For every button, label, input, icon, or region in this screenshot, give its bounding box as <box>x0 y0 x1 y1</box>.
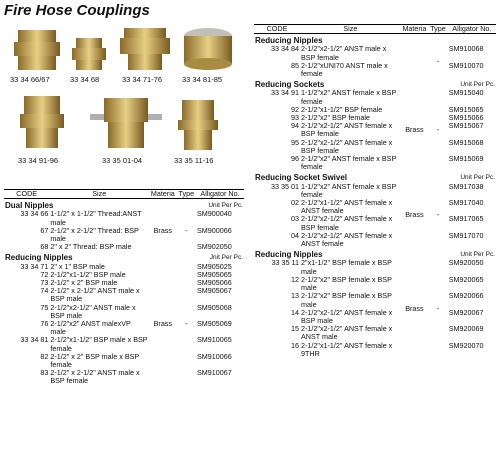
code-cell: 76 <box>40 319 49 329</box>
coupling-photo-5 <box>18 94 66 152</box>
header-type: Type <box>178 189 195 198</box>
code-cell: 03 <box>291 214 300 224</box>
section-title: Reducing Socket Swivel <box>255 173 348 183</box>
table-row <box>254 215 496 231</box>
code-cell: 16 <box>291 340 300 350</box>
size-cell: 2-1/2"x2" BSP female x BSP male <box>301 274 392 293</box>
size-cell: 2-1/2"x1-1/2" ANST female x ANST female <box>301 198 393 216</box>
photo-caption-4: 33 34 81-85 <box>182 75 223 84</box>
material-cell: Brass <box>405 125 424 135</box>
photo-caption-1: 33 34 66/67 <box>10 75 50 84</box>
unit-label: Unit Per Pc. <box>208 202 243 210</box>
size-cell: 2-1/2"x2" ANST malexVP male <box>50 319 131 337</box>
code-cell: 67 <box>40 225 49 235</box>
material-cell: Brass <box>405 303 424 313</box>
table-row <box>254 276 496 292</box>
size-cell: 2-1/2"x2-1/2" ANST male x BSP male <box>50 302 136 320</box>
code-cell: 68 <box>40 242 49 252</box>
alligator-cell: SM920050 <box>448 258 484 268</box>
table-row <box>4 287 244 303</box>
unit-label: Unit Per Pc. <box>460 174 495 182</box>
table-row <box>254 122 496 138</box>
size-cell: 2-1/2"x1-1/2" BSP female <box>301 104 383 114</box>
size-cell: 2-1/2" x 2" BSP male x BSP female <box>50 351 140 370</box>
alligator-cell: SM917070 <box>448 230 484 240</box>
code-cell: 13 <box>291 291 300 301</box>
header-material: Materia <box>150 189 175 198</box>
size-cell: 2-1/2"x2-1/2" ANST female x BSP female <box>301 121 393 139</box>
photo-caption-3: 33 34 71-76 <box>122 75 163 84</box>
size-cell: 2-1/2" x 2" BSP male <box>50 278 118 288</box>
coupling-photo-2 <box>70 36 108 72</box>
table-header <box>4 190 244 199</box>
section-header <box>254 171 496 182</box>
table-row <box>4 210 244 226</box>
code-cell: 75 <box>40 302 49 312</box>
header-size: Size <box>300 25 401 34</box>
header-alligator: Alligator No. <box>448 25 496 34</box>
size-cell: 2-1/2"x1-1/2" BSP male x BSP female <box>50 335 148 353</box>
alligator-cell: SM917038 <box>448 181 484 191</box>
type-cell: - <box>185 319 188 329</box>
code-cell: 85 <box>291 60 300 70</box>
coupling-photo-7 <box>174 98 222 152</box>
section-title: Reducing Nipples <box>5 253 73 263</box>
section-title: Dual Nipples <box>5 201 54 211</box>
section-header <box>4 251 244 262</box>
code-cell: 94 <box>291 121 300 131</box>
coupling-photo-3 <box>116 26 174 74</box>
alligator-cell: SM915040 <box>448 88 484 98</box>
right-product-table <box>254 24 496 358</box>
size-cell: 2-1/2"x2-1/2" ANST female x BSP female <box>301 137 393 155</box>
code-cell: 12 <box>291 274 300 284</box>
size-cell: 2" x 2" Thread: BSP male <box>50 242 132 252</box>
table-row <box>254 292 496 308</box>
alligator-cell: SM905066 <box>197 278 232 288</box>
alligator-cell: SM915069 <box>448 154 484 164</box>
code-cell: 96 <box>291 154 300 164</box>
size-cell: 2"x1-1/2" BSP female x BSP male <box>301 258 392 276</box>
size-cell: 2-1/2" x 2-1/2" ANST male x BSP male <box>50 286 140 304</box>
header-code: CODE <box>4 190 49 199</box>
material-cell <box>401 45 429 78</box>
alligator-cell: SM905068 <box>197 302 232 312</box>
size-cell: 2" x 1" BSP male <box>50 261 105 271</box>
alligator-cell: SM917065 <box>448 214 484 224</box>
alligator-cell: SM900040 <box>197 209 232 219</box>
header-size: Size <box>49 190 149 199</box>
alligator-cell: SM910067 <box>197 368 232 378</box>
size-cell: 2-1/2"x1-1/2" ANST female x 9THR <box>301 340 393 358</box>
table-row <box>254 232 496 248</box>
photo-caption-2: 33 34 68 <box>70 75 100 84</box>
alligator-cell: SM900066 <box>197 225 232 235</box>
size-cell: 2-1/2" x 2-1/2" Thread: BSP male <box>50 225 139 244</box>
size-cell: 2-1/2"x2-1/2" ANST female x BSP female <box>301 214 393 232</box>
photo-caption-5: 33 34 91-96 <box>18 156 59 165</box>
code-cell: 82 <box>40 351 49 361</box>
code-cell: 33 34 81 <box>20 335 49 345</box>
code-cell: 15 <box>291 324 300 334</box>
size-cell: 2-1/2"x1-1/2" BSP male <box>50 269 126 279</box>
alligator-cell: SM905025 <box>197 261 232 271</box>
header-type: Type <box>430 24 446 33</box>
type-cell: - <box>436 210 440 220</box>
code-cell: 95 <box>291 137 300 147</box>
size-cell: 1-1/2" x 1-1/2" Thread:ANST male <box>50 209 142 227</box>
size-cell: 1-1/2"x2" ANST female x BSP female <box>301 181 397 199</box>
table-row <box>4 336 244 352</box>
unit-label: Unit Per Pc. <box>460 251 495 259</box>
size-cell: 2-1/2"xUNI70 ANST male x female <box>301 60 388 79</box>
alligator-cell: SM910066 <box>197 351 232 361</box>
product-photos <box>4 24 242 189</box>
table-row <box>254 45 496 61</box>
code-cell: 33 34 84 <box>271 44 300 54</box>
table-row <box>4 227 244 243</box>
size-cell: 2-1/2" x 2-1/2" ANST male x BSP female <box>50 368 140 386</box>
table-row <box>254 89 496 105</box>
size-cell: 2-1/2"x2-1/2" ANST female x BSP male <box>301 307 393 325</box>
code-cell: 33 35 01 <box>271 181 300 191</box>
code-cell: 73 <box>40 278 49 288</box>
type-cell: - <box>185 225 188 235</box>
table-row <box>254 139 496 155</box>
table-row <box>254 199 496 215</box>
alligator-cell: SM905067 <box>197 286 232 296</box>
table-row <box>254 325 496 341</box>
alligator-cell: SM910068 <box>448 44 484 54</box>
alligator-cell: SM917040 <box>448 198 484 208</box>
code-cell: 83 <box>40 368 49 378</box>
table-header <box>254 25 496 34</box>
table-row <box>4 369 244 385</box>
alligator-cell: SM915066 <box>448 113 484 123</box>
alligator-cell: SM902050 <box>197 242 232 252</box>
coupling-photo-1 <box>8 28 66 72</box>
size-cell: 2-1/2"x2-1/2" ANST male x BSP female <box>301 44 387 62</box>
table-row <box>4 320 244 336</box>
code-cell: 02 <box>291 198 300 208</box>
type-cell: - <box>436 56 440 66</box>
photo-caption-7: 33 35 11-16 <box>174 156 214 165</box>
code-cell: 14 <box>291 307 300 317</box>
type-cell: - <box>436 303 440 313</box>
table-row <box>254 62 496 78</box>
alligator-cell: SM910065 <box>197 335 232 345</box>
table-row <box>4 353 244 369</box>
alligator-cell: SM915067 <box>448 121 484 131</box>
code-cell: 72 <box>40 269 49 279</box>
code-cell: 33 35 11 <box>271 258 300 268</box>
table-row <box>4 304 244 320</box>
unit-label: Unit Per Pc. <box>460 81 495 89</box>
type-cell: - <box>436 125 440 135</box>
size-cell: 2-1/2"x2" BSP female <box>301 113 370 123</box>
alligator-cell: SM920065 <box>448 274 484 284</box>
table-row <box>254 259 496 275</box>
section-title: Reducing Sockets <box>255 80 325 90</box>
alligator-cell: SM920069 <box>448 324 484 334</box>
alligator-cell: SM915068 <box>448 137 484 147</box>
table-row <box>254 183 496 199</box>
code-cell: 93 <box>291 113 300 123</box>
code-cell: 04 <box>291 230 300 240</box>
code-cell: 33 34 91 <box>271 88 300 98</box>
alligator-cell: SM905065 <box>197 269 232 279</box>
table-row <box>254 309 496 325</box>
material-cell: Brass <box>153 225 172 235</box>
coupling-photo-6 <box>90 94 162 152</box>
size-cell: 2-1/2"x2" BSP female x BSP male <box>301 291 392 309</box>
alligator-cell: SM905069 <box>197 319 232 329</box>
size-cell: 2-1/2"x2" ANST female x BSP female <box>301 154 397 172</box>
table-row <box>4 243 244 251</box>
header-alligator: Alligator No. <box>196 190 244 199</box>
code-cell: 33 34 71 <box>20 261 49 271</box>
header-material: Materia <box>402 24 427 33</box>
alligator-cell: SM910070 <box>448 60 484 70</box>
header-code: CODE <box>254 25 300 34</box>
material-cell: Brass <box>405 210 424 220</box>
alligator-cell: SM920067 <box>448 307 484 317</box>
left-product-table <box>4 189 244 386</box>
material-cell: Brass <box>153 319 172 329</box>
size-cell: 1-1/2"x2" ANST female x BSP female <box>301 88 397 106</box>
section-title: Reducing Nipples <box>255 36 323 46</box>
page-title: Fire Hose Couplings <box>4 2 150 19</box>
code-cell: 33 34 66 <box>20 209 49 219</box>
photo-caption-6: 33 35 01-04 <box>102 156 143 165</box>
coupling-photo-4 <box>180 26 236 74</box>
size-cell: 2-1/2"x2-1/2" ANST female x ANST female <box>301 230 393 249</box>
section-title: Reducing Nipples <box>255 250 323 260</box>
table-row <box>254 342 496 358</box>
size-cell: 2-1/2"x2-1/2" ANST female x ANST male <box>301 324 393 342</box>
unit-label: Jnit Per Pc. <box>209 254 243 262</box>
alligator-cell: SM920066 <box>448 291 484 301</box>
code-cell: 92 <box>291 104 300 114</box>
alligator-cell: SM915065 <box>448 104 484 114</box>
table-row <box>254 155 496 171</box>
alligator-cell: SM920070 <box>448 340 484 350</box>
code-cell: 74 <box>40 286 49 296</box>
